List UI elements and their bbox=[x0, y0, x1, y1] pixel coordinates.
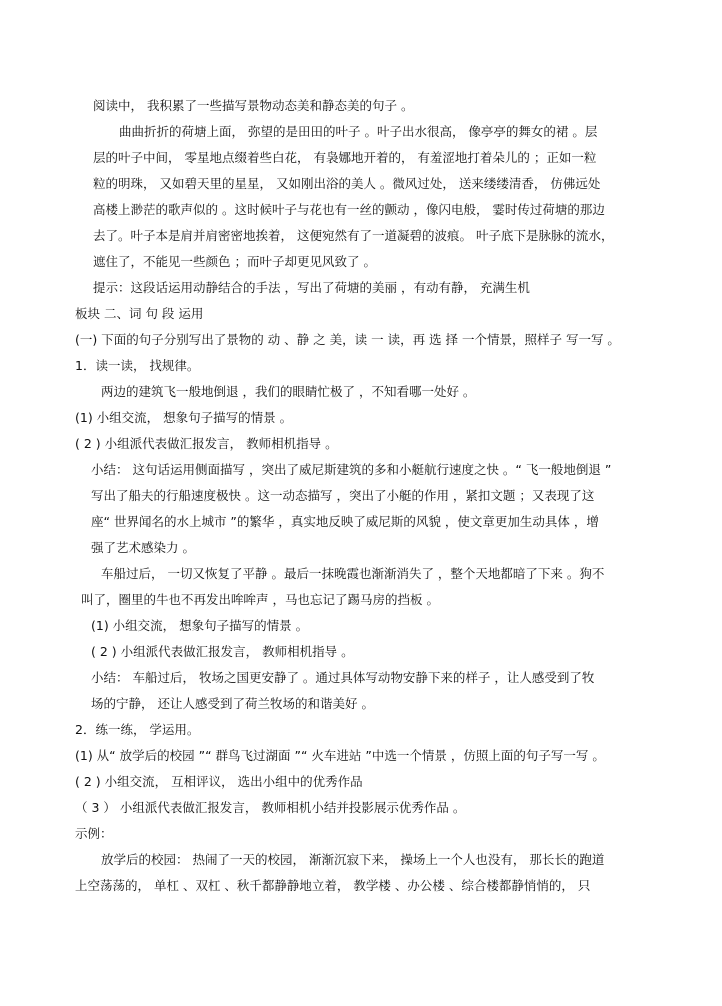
example-sentence: 车船过后， 一切又恢复了平静 。最后一抹晚霞也渐渐消失了 ，整个天地都暗了下来 。狗不 bbox=[101, 566, 605, 581]
example-label: 示例： bbox=[75, 826, 113, 841]
example-sentence: 两边的建筑飞一般地倒退 ，我们的眼睛忙极了 ，不知看哪一处好 。 bbox=[101, 384, 476, 399]
step-item: ( 2 ) 小组派代表做汇报发言， 教师相机指导 。 bbox=[75, 436, 338, 451]
summary-line: 小结： 这句话运用侧面描写 ，突出了威尼斯建筑的多和小艇航行速度之快 。“ 飞一般地倒退 ” bbox=[91, 462, 612, 477]
paragraph-line: 曲曲折折的荷塘上面， 弥望的是田田的叶子 。叶子出水很高， 像亭亭的舞女的裙 。层 bbox=[119, 124, 598, 139]
section-heading: 板块 二、词 句 段 运用 bbox=[75, 306, 204, 321]
hint-line: 提示：这段话运用动静结合的手法 ，写出了荷塘的美丽 ，有动有静， 充满生机 bbox=[93, 280, 530, 295]
paragraph-line: 放学后的校园： 热闹了一天的校园， 渐渐沉寂下来， 操场上一个人也没有， 那长长的跑道 bbox=[101, 852, 605, 867]
summary-line: 小结： 车船过后， 牧场之国更安静了 。通过具体写动物安静下来的样子 ，让人感受到了牧 bbox=[91, 670, 595, 685]
paragraph-line: 上空荡荡的， 单杠 、双杠 、秋千都静静地立着， 教学楼 、办公楼 、综合楼都静悄悄的， 只 bbox=[75, 878, 591, 893]
step-item: （ 3 ） 小组派代表做汇报发言， 教师相机小结并投影展示优秀作品 。 bbox=[75, 800, 466, 815]
paragraph-line: 阅读中， 我积累了一些描写景物动态美和静态美的句子 。 bbox=[93, 98, 414, 113]
instruction-line: (一) 下面的句子分别写出了景物的 动 、静 之 美，读 一 读，再 选 择 一个情景，照样子 写一写 。 bbox=[75, 332, 620, 347]
numbered-heading: 1．读一读， 找规律。 bbox=[75, 358, 200, 373]
summary-line: 写出了船夫的行船速度极快 。这一动态描写 ，突出了小艇的作用 ，紧扣文题 ；又表现了这 bbox=[91, 488, 595, 503]
paragraph-line: 粒的明珠， 又如碧天里的星星， 又如刚出浴的美人 。微风过处， 送来缕缕清香， 仿佛远处 bbox=[93, 176, 601, 191]
paragraph-line: 层的叶子中间， 零星地点缀着些白花， 有袅娜地开着的， 有羞涩地打着朵儿的 ；正如一粒 bbox=[93, 150, 597, 165]
paragraph-line: 高楼上渺茫的歌声似的 。这时候叶子与花也有一丝的颤动 ，像闪电般， 霎时传过荷塘的那边 bbox=[93, 202, 605, 217]
step-item: (1) 小组交流， 想象句子描写的情景 。 bbox=[91, 618, 309, 633]
paragraph-line: 去了。叶子本是肩并肩密密地挨着， 这便宛然有了一道凝碧的波痕。 叶子底下是脉脉的流水， bbox=[93, 228, 614, 243]
summary-line: 场的宁静， 还让人感受到了荷兰牧场的和谐美好 。 bbox=[91, 696, 374, 711]
step-item: (1) 小组交流， 想象句子描写的情景 。 bbox=[75, 410, 293, 425]
step-item: ( 2 ) 小组交流， 互相评议， 选出小组中的优秀作品 bbox=[75, 774, 363, 789]
paragraph-line: 遮住了，不能见一些颜色 ；而叶子却更见风致了 。 bbox=[93, 254, 376, 269]
summary-line: 强了艺术感染力 。 bbox=[91, 540, 195, 555]
example-sentence: 叫了，圈里的牛也不再发出哞哞声 ，马也忘记了踢马房的挡板 。 bbox=[81, 592, 439, 607]
summary-line: 座“ 世界闻名的水上城市 ”的繁华 ，真实地反映了威尼斯的风貌 ，使文章更加生动具体 ，增 bbox=[91, 514, 599, 529]
step-item: ( 2 ) 小组派代表做汇报发言， 教师相机指导 。 bbox=[91, 644, 354, 659]
numbered-heading: 2．练一练， 学运用。 bbox=[75, 722, 200, 737]
step-item: (1) 从“ 放学后的校园 ”“ 群鸟飞过湖面 ”“ 火车进站 ”中选一个情景 ，仿照上面的句子写一写 。 bbox=[75, 748, 605, 763]
